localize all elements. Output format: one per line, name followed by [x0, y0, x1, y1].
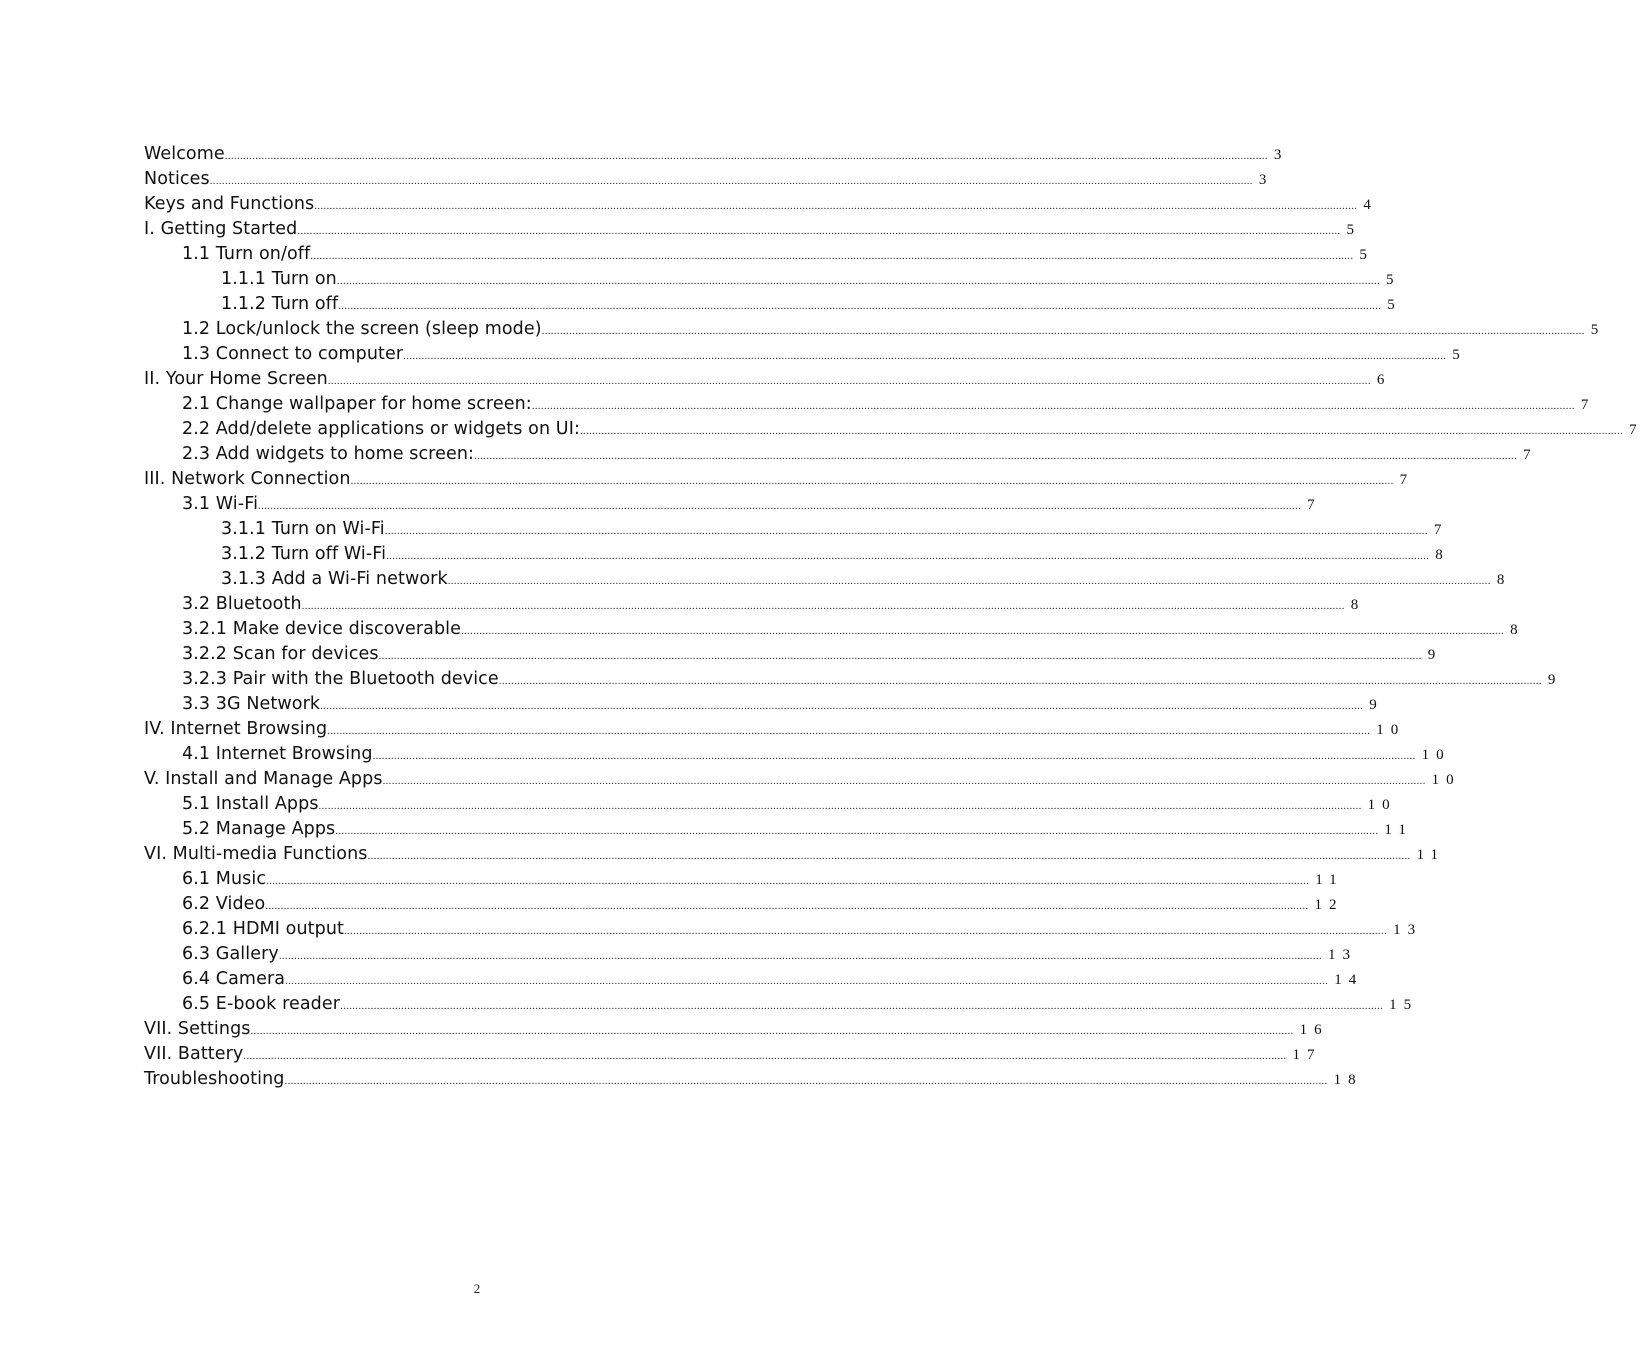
toc-entry[interactable]: [144, 867, 1344, 892]
toc-entry[interactable]: [144, 617, 1525, 642]
dot-leader: [474, 444, 1517, 469]
toc-entry-page: 7: [1580, 397, 1596, 413]
toc-entry-page: 10: [1431, 772, 1461, 788]
toc-entry-title: Welcome: [144, 144, 225, 164]
toc-entry-title: 6.1 Music: [182, 869, 267, 889]
dot-leader: [279, 944, 1322, 969]
toc-entry-page: 5: [1385, 272, 1401, 288]
toc-entry-title: 1.2 Lock/unlock the screen (sleep mode): [182, 319, 542, 339]
toc-entry-title: 5.2 Manage Apps: [182, 819, 336, 839]
toc-entry-title: 1.1 Turn on/off: [182, 244, 311, 264]
toc-entry-page: 5: [1452, 347, 1467, 363]
toc-entry-title: III. Network Connection: [144, 469, 351, 489]
toc-entry[interactable]: [144, 392, 1596, 417]
toc-entry[interactable]: [144, 592, 1366, 617]
toc-entry-page: 9: [1427, 647, 1443, 663]
toc-entry[interactable]: [144, 567, 1512, 592]
toc-entry-title: 6.4 Camera: [182, 969, 286, 989]
dot-leader: [314, 194, 1357, 219]
toc-entry[interactable]: [144, 267, 1401, 292]
toc-entry-title: 3.1.1 Turn on Wi-Fi: [221, 519, 385, 539]
toc-entry[interactable]: [144, 492, 1322, 517]
toc-entry-title: VII. Battery: [144, 1044, 244, 1064]
dot-leader: [367, 844, 1410, 869]
toc-entry[interactable]: [144, 792, 1397, 817]
toc-entry[interactable]: [144, 317, 1606, 342]
toc-entry[interactable]: [144, 417, 1644, 442]
toc-entry[interactable]: [144, 467, 1415, 492]
dot-leader: [265, 894, 1308, 919]
dot-leader: [383, 769, 1426, 794]
toc-entry[interactable]: [144, 367, 1392, 392]
toc-entry-page: 5: [1387, 297, 1402, 313]
toc-entry-page: 12: [1314, 897, 1344, 913]
dot-leader: [335, 819, 1378, 844]
toc-entry-title: 3.1 Wi-Fi: [182, 494, 259, 514]
toc-entry-title: 6.5 E-book reader: [182, 994, 341, 1014]
toc-entry-title: II. Your Home Screen: [144, 369, 328, 389]
toc-entry-title: 3.3 3G Network: [182, 694, 321, 714]
toc-entry-title: 6.2 Video: [182, 894, 266, 914]
dot-leader: [373, 744, 1416, 769]
dot-leader: [266, 869, 1309, 894]
toc-entry-page: 10: [1376, 722, 1406, 738]
toc-entry-page: 7: [1629, 422, 1644, 438]
toc-entry-title: 3.2.2 Scan for devices: [182, 644, 379, 664]
toc-entry-title: 3.1.2 Turn off Wi-Fi: [221, 544, 387, 564]
toc-entry-page: 5: [1590, 322, 1606, 338]
toc-entry-title: VII. Settings: [144, 1019, 251, 1039]
toc-entry-page: 4: [1363, 197, 1378, 213]
toc-entry-title: VI. Multi-media Functions: [144, 844, 368, 864]
toc-entry[interactable]: [144, 967, 1364, 992]
dot-leader: [297, 219, 1340, 244]
dot-leader: [327, 719, 1370, 744]
dot-leader: [320, 694, 1363, 719]
toc-entry-page: 11: [1416, 847, 1446, 863]
toc-entry-page: 3: [1258, 172, 1274, 188]
toc-entry-title: 1.3 Connect to computer: [182, 344, 404, 364]
toc-entry-title: 2.3 Add widgets to home screen:: [182, 444, 475, 464]
toc-entry[interactable]: [144, 542, 1450, 567]
toc-entry[interactable]: [144, 292, 1402, 317]
dot-leader: [243, 1044, 1286, 1069]
toc-entry[interactable]: [144, 242, 1374, 267]
toc-entry[interactable]: [144, 442, 1538, 467]
dot-leader: [337, 269, 1380, 294]
table-of-contents: [144, 142, 1644, 1092]
toc-entry-title: 2.2 Add/delete applications or widgets on UI:: [182, 419, 580, 439]
dot-leader: [340, 994, 1383, 1019]
dot-leader: [310, 244, 1353, 269]
toc-entry-page: 10: [1367, 797, 1397, 813]
dot-leader: [403, 344, 1446, 369]
toc-entry[interactable]: [144, 692, 1384, 717]
toc-entry-page: 8: [1350, 597, 1366, 613]
toc-entry[interactable]: [144, 917, 1423, 942]
toc-entry-title: 4.1 Internet Browsing: [182, 744, 373, 764]
toc-entry-title: IV. Internet Browsing: [144, 719, 328, 739]
toc-entry-page: 17: [1292, 1047, 1322, 1063]
toc-entry-page: 14: [1334, 972, 1364, 988]
toc-entry-title: 3.2.1 Make device discoverable: [182, 619, 461, 639]
toc-entry[interactable]: [144, 742, 1451, 767]
toc-entry[interactable]: [144, 517, 1449, 542]
toc-entry-page: 8: [1496, 572, 1512, 588]
toc-entry[interactable]: [144, 992, 1419, 1017]
toc-entry-page: 13: [1327, 947, 1357, 963]
toc-entry-title: 3.1.3 Add a Wi-Fi network: [221, 569, 448, 589]
dot-leader: [258, 494, 1301, 519]
dot-leader: [285, 1069, 1328, 1094]
dot-leader: [210, 169, 1253, 194]
toc-entry-page: 11: [1384, 822, 1413, 838]
page-number: 2: [473, 1281, 481, 1296]
dot-leader: [285, 969, 1328, 994]
dot-leader: [580, 419, 1623, 444]
toc-entry-title: V. Install and Manage Apps: [144, 769, 383, 789]
toc-entry-title: 2.1 Change wallpaper for home screen:: [182, 394, 532, 414]
toc-entry[interactable]: [144, 217, 1361, 242]
toc-entry[interactable]: [144, 767, 1461, 792]
toc-entry-page: 7: [1307, 497, 1322, 513]
dot-leader: [338, 294, 1381, 319]
toc-entry-title: 5.1 Install Apps: [182, 794, 319, 814]
toc-entry-title: Keys and Functions: [144, 194, 315, 214]
toc-entry-page: 10: [1421, 747, 1451, 763]
toc-entry[interactable]: [144, 142, 1289, 167]
toc-entry-title: 6.2.1 HDMI output: [182, 919, 344, 939]
toc-entry-page: 7: [1433, 522, 1449, 538]
dot-leader: [499, 669, 1542, 694]
toc-entry-page: 3: [1273, 147, 1289, 163]
dot-leader: [302, 594, 1345, 619]
toc-entry[interactable]: [144, 942, 1357, 967]
toc-entry-title: 3.2.3 Pair with the Bluetooth device: [182, 669, 499, 689]
toc-entry-page: 5: [1359, 247, 1374, 263]
toc-entry[interactable]: [144, 817, 1413, 842]
toc-entry-title: Notices: [144, 169, 210, 189]
toc-entry[interactable]: [144, 342, 1467, 367]
toc-entry-page: 5: [1346, 222, 1361, 238]
toc-entry[interactable]: [144, 167, 1274, 192]
dot-leader: [251, 1019, 1294, 1044]
toc-entry[interactable]: [144, 667, 1563, 692]
dot-leader: [328, 369, 1371, 394]
dot-leader: [386, 544, 1429, 569]
toc-entry-title: 6.3 Gallery: [182, 944, 279, 964]
toc-entry-title: 1.1.2 Turn off: [221, 294, 339, 314]
toc-entry-page: 7: [1399, 472, 1415, 488]
dot-leader: [319, 794, 1362, 819]
toc-entry[interactable]: [144, 192, 1378, 217]
dot-leader: [448, 569, 1491, 594]
toc-entry[interactable]: [144, 1042, 1322, 1067]
toc-entry-title: 3.2 Bluetooth: [182, 594, 302, 614]
toc-entry-page: 13: [1393, 922, 1423, 938]
toc-entry[interactable]: [144, 642, 1443, 667]
toc-entry-page: 18: [1333, 1072, 1363, 1088]
toc-entry[interactable]: [144, 1067, 1363, 1092]
dot-leader: [379, 644, 1422, 669]
dot-leader: [461, 619, 1504, 644]
toc-entry[interactable]: [144, 717, 1406, 742]
toc-entry-page: 6: [1376, 372, 1392, 388]
dot-leader: [542, 319, 1585, 344]
toc-entry[interactable]: [144, 842, 1446, 867]
toc-entry-page: 8: [1435, 547, 1450, 563]
toc-entry-page: 15: [1389, 997, 1419, 1013]
dot-leader: [385, 519, 1428, 544]
toc-entry-page: 9: [1547, 672, 1563, 688]
toc-entry-page: 16: [1299, 1022, 1329, 1038]
toc-entry-title: Troubleshooting: [144, 1069, 285, 1089]
toc-entry-page: 8: [1510, 622, 1525, 638]
toc-entry[interactable]: [144, 1017, 1329, 1042]
toc-entry-title: I. Getting Started: [144, 219, 298, 239]
dot-leader: [225, 144, 1268, 169]
toc-entry-page: 9: [1369, 697, 1384, 713]
toc-entry[interactable]: [144, 892, 1344, 917]
dot-leader: [344, 919, 1387, 944]
toc-entry-title: 1.1.1 Turn on: [221, 269, 337, 289]
toc-entry-page: 7: [1523, 447, 1538, 463]
dot-leader: [351, 469, 1394, 494]
dot-leader: [532, 394, 1575, 419]
toc-entry-page: 11: [1315, 872, 1344, 888]
